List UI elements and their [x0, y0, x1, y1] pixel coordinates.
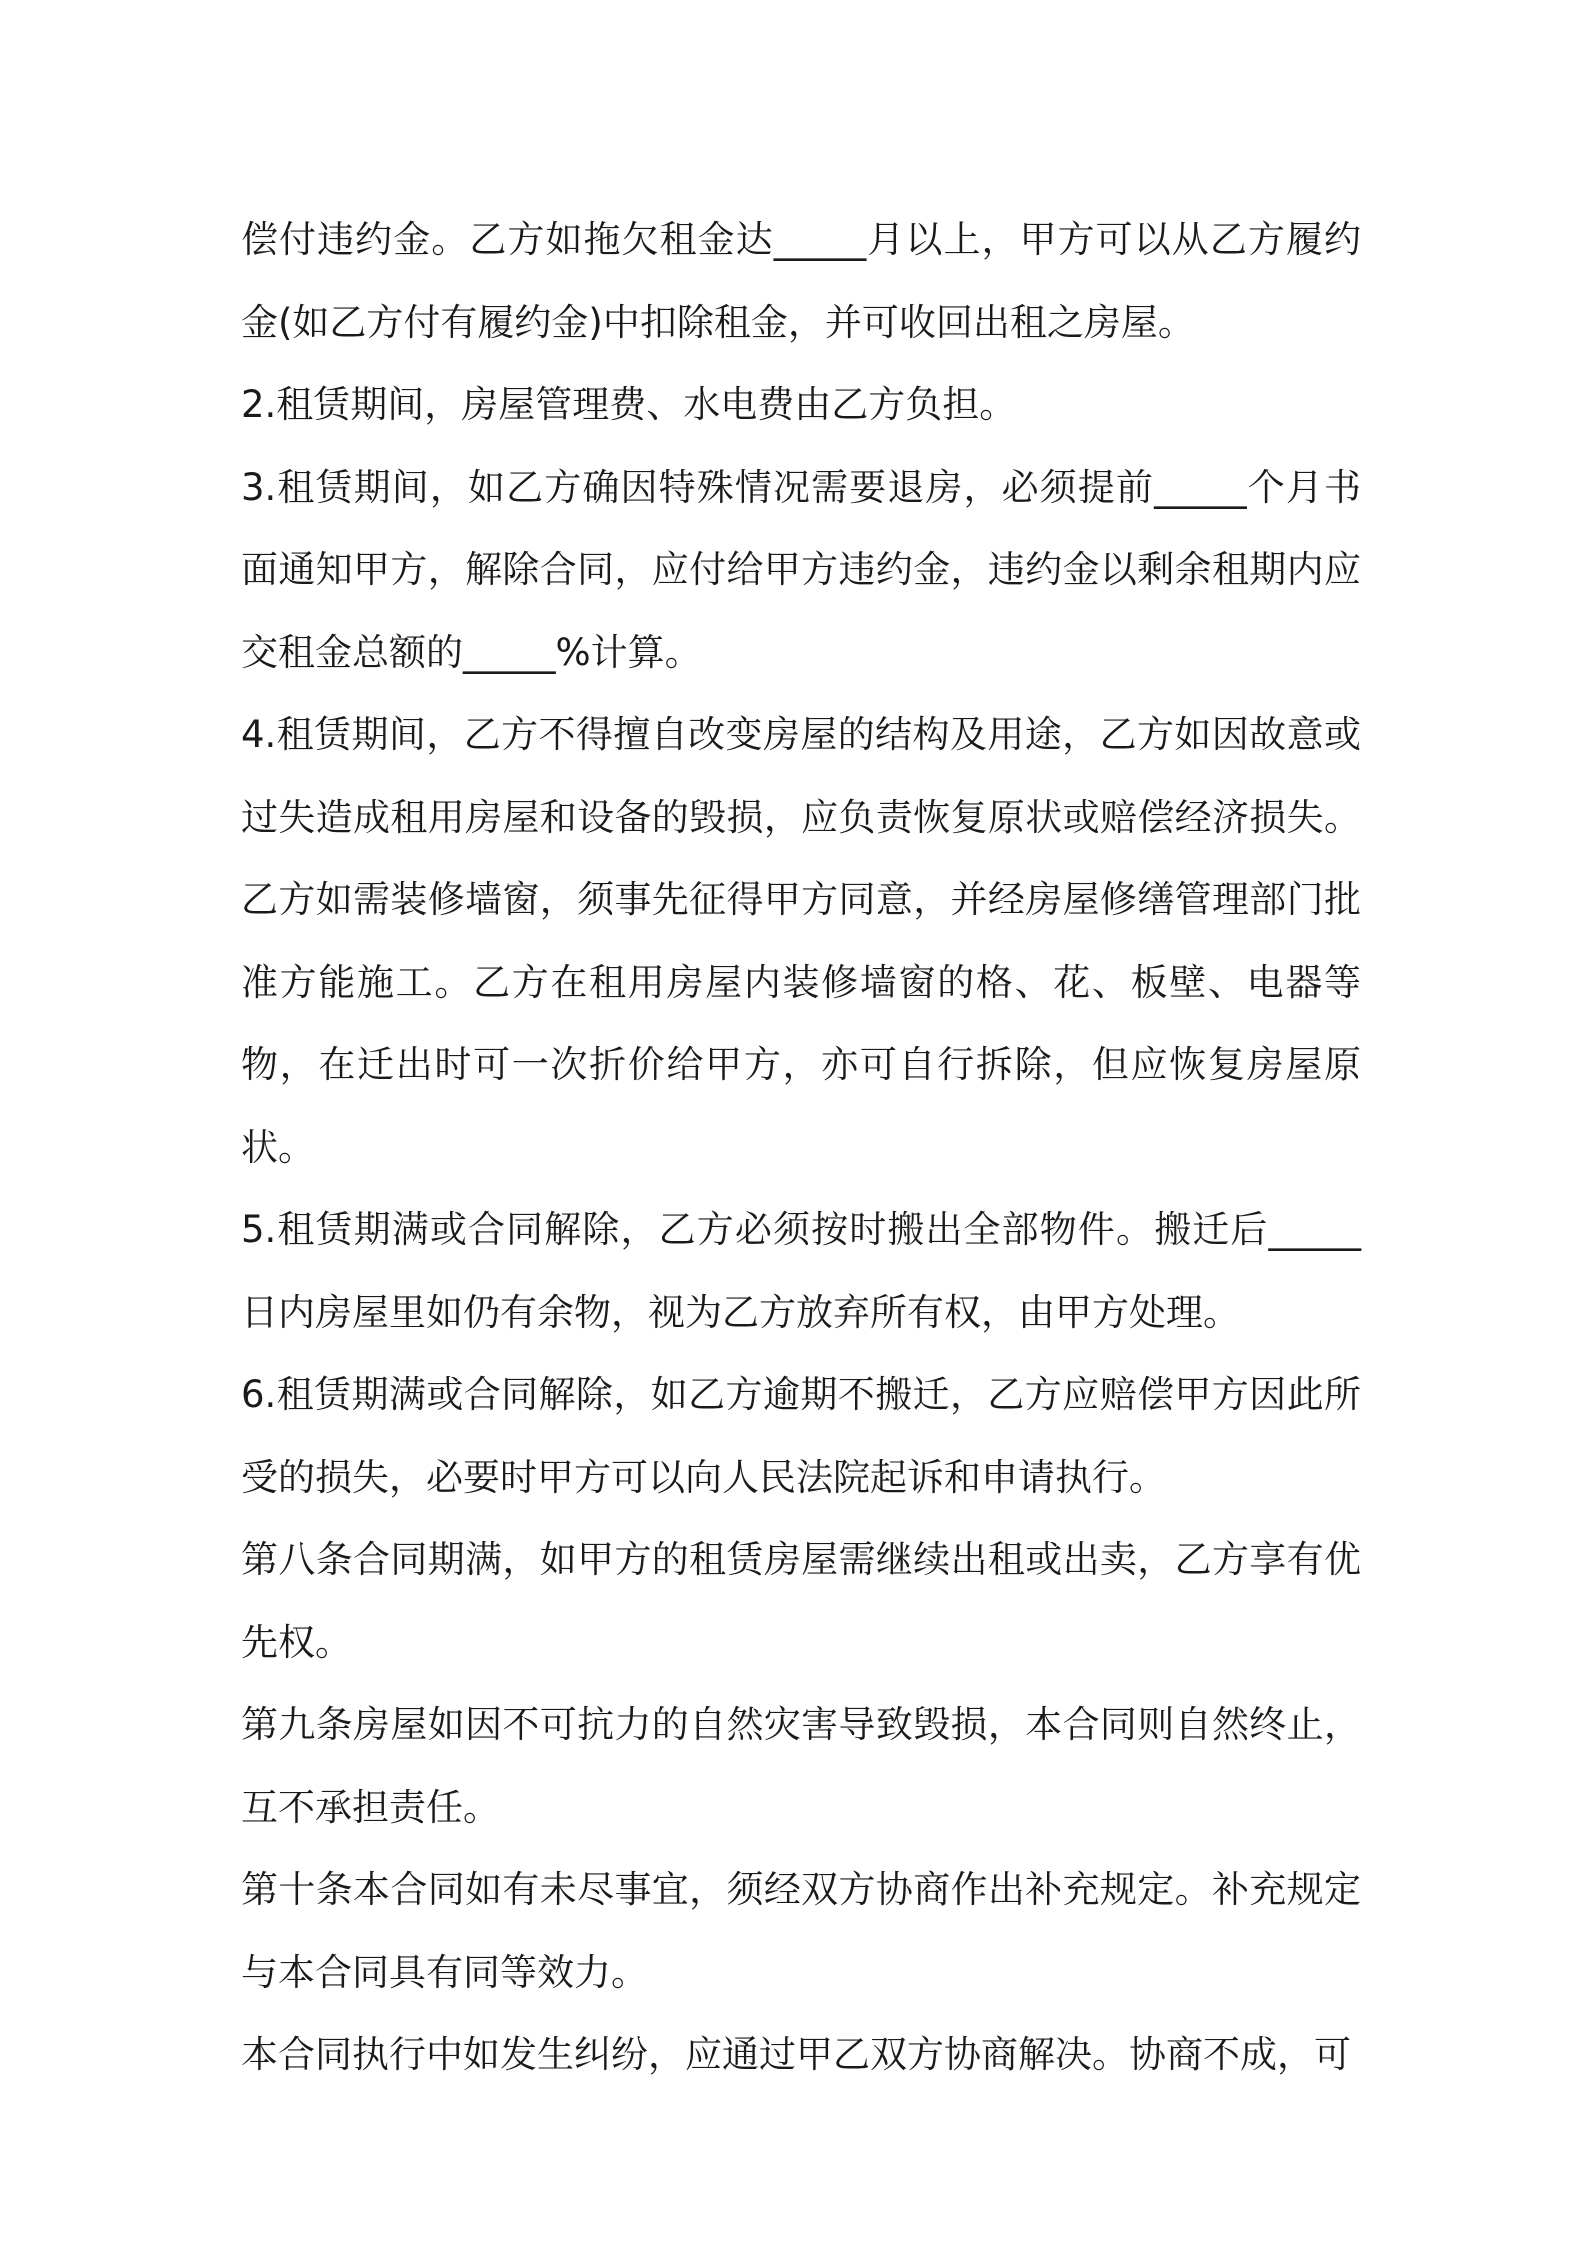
paragraph-clause-3: 3.租赁期间，如乙方确因特殊情况需要退房，必须提前_____个月书面通知甲方，解除合同，应付给甲方违约金，违约金以剩余租期内应交租金总额的_____%计算。	[241, 465, 1361, 674]
paragraph-article-9: 第九条房屋如因不可抗力的自然灾害导致毁损，本合同则自然终止，互不承担责任。	[241, 1703, 1361, 1829]
paragraph-clause-5: 5.租赁期满或合同解除，乙方必须按时搬出全部物件。搬迁后_____日内房屋里如仍有余物，视为乙方放弃所有权，由甲方处理。	[241, 1208, 1361, 1334]
paragraph-article-8: 第八条合同期满，如甲方的租赁房屋需继续出租或出卖，乙方享有优先权。	[241, 1538, 1361, 1664]
paragraph-dispute-resolution: 本合同执行中如发生纠纷，应通过甲乙双方协商解决。协商不成，可	[241, 2033, 1351, 2076]
paragraph-article-10: 第十条本合同如有未尽事宜，须经双方协商作出补充规定。补充规定与本合同具有同等效力。	[241, 1868, 1361, 1994]
paragraph-clause-6: 6.租赁期满或合同解除，如乙方逾期不搬迁，乙方应赔偿甲方因此所受的损失，必要时甲方可以向人民法院起诉和申请执行。	[241, 1373, 1361, 1499]
paragraph-clause-4: 4.租赁期间，乙方不得擅自改变房屋的结构及用途，乙方如因故意或过失造成租用房屋和设备的毁损，应负责恢复原状或赔偿经济损失。乙方如需装修墙窗，须事先征得甲方同意，并经房屋修缮管理部门批准方能施工。乙方在租用房屋内装修墙窗的格、花、板壁、电器等物，在迁出时可一次折价给甲方，亦可自行拆除，但应恢复房屋原状。	[241, 713, 1361, 1169]
contract-body	[241, 199, 1361, 2097]
paragraph-clause-2: 2.租赁期间，房屋管理费、水电费由乙方负担。	[241, 383, 1017, 426]
paragraph-penalty-continuation: 偿付违约金。乙方如拖欠租金达_____月以上，甲方可以从乙方履约金(如乙方付有履约金)中扣除租金，并可收回出租之房屋。	[241, 218, 1361, 344]
